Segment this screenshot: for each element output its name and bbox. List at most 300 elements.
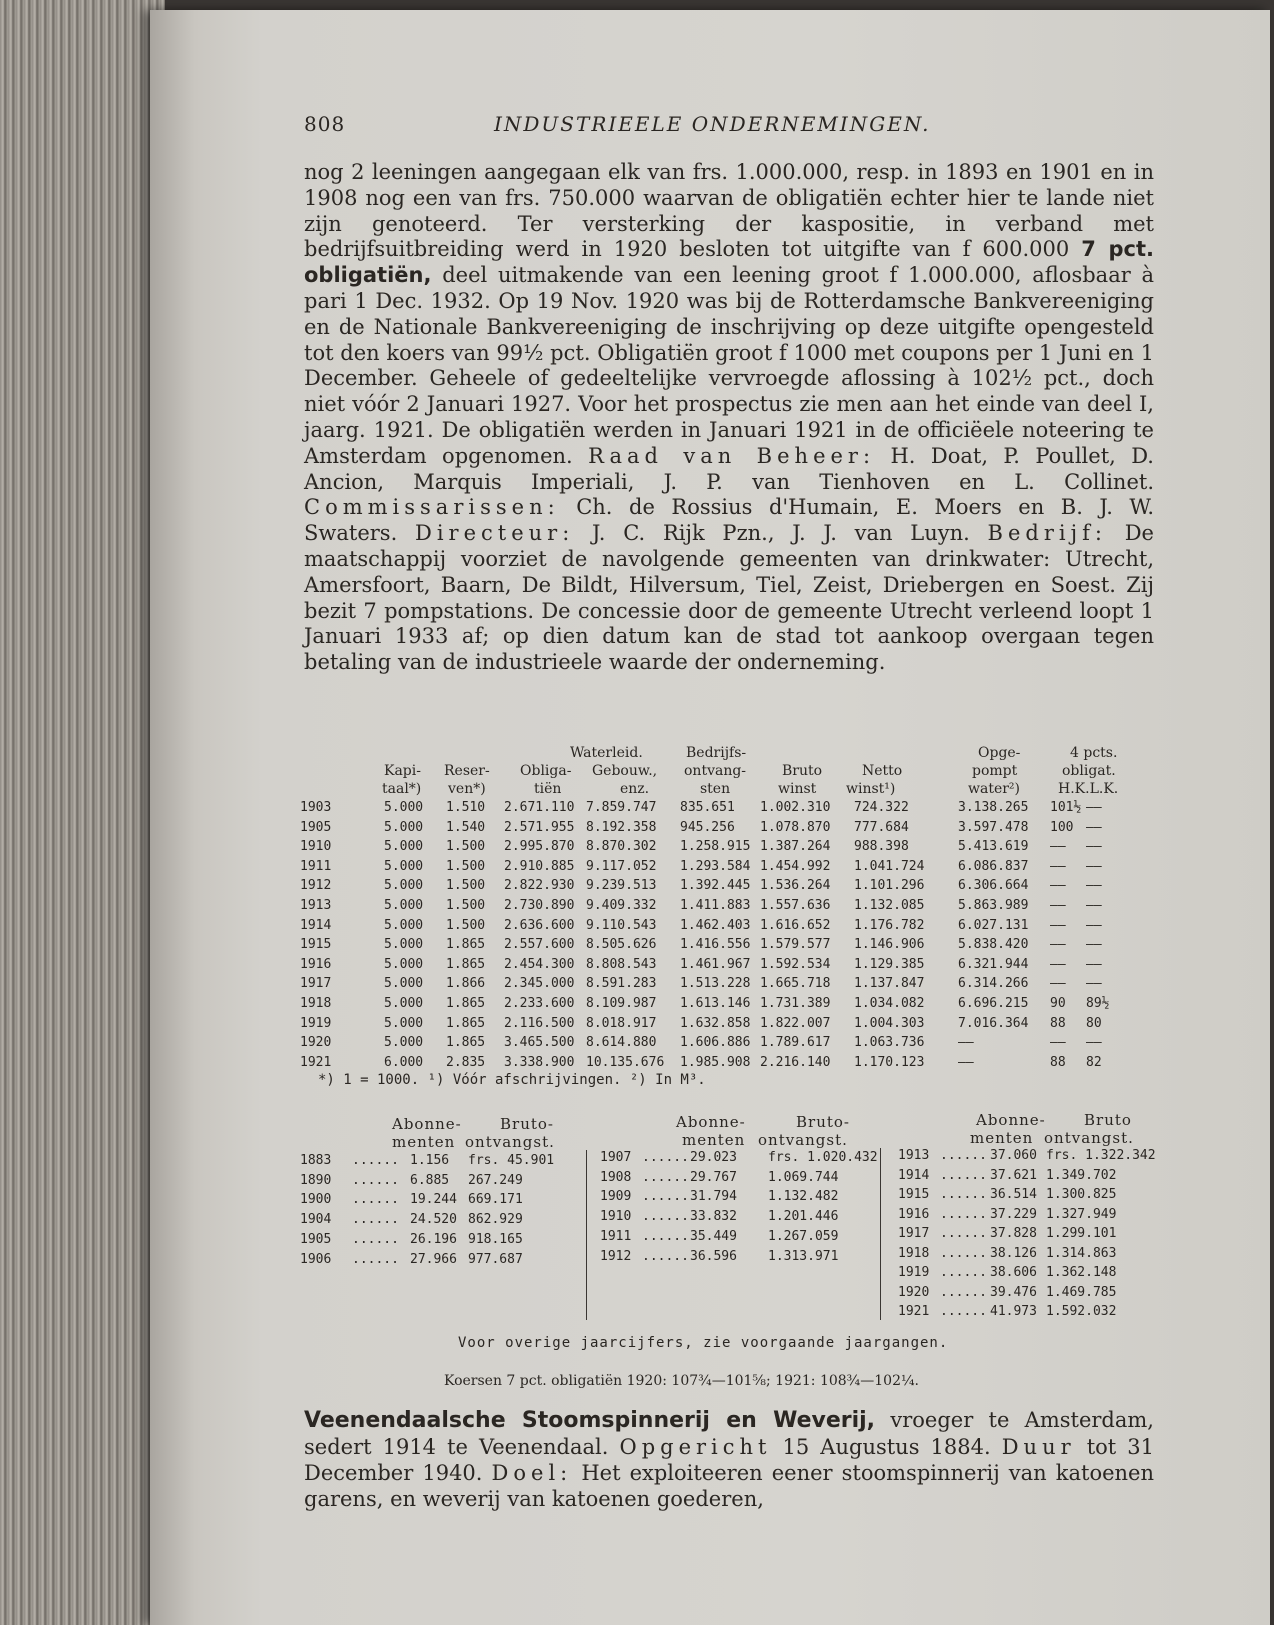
table-cell: 1.416.556 <box>680 937 751 953</box>
col-header: Abonne- <box>392 1115 462 1133</box>
year-cell: 1910 <box>300 839 332 855</box>
revenue-cell: 1.299.101 <box>1046 1226 1117 1241</box>
revenue-cell: 1.267.059 <box>768 1228 839 1244</box>
table-cell: 2.233.600 <box>504 996 575 1011</box>
table-cell: 1.146.906 <box>854 937 925 953</box>
table-cell: 1.513.228 <box>680 976 751 992</box>
table-cell: 6.696.215 <box>958 996 1029 1011</box>
table-cell: 1.034.082 <box>854 996 925 1011</box>
table-cell: 1.063.736 <box>854 1035 925 1051</box>
bedrijf-text: De maatschappij voorziet de navolgende gemeenten van drinkwater: Utrecht, Amersfoort, Baarn, De Bildt, Hilversum, Tiel, Zeist, Driebergen en Soest. Zij bezit 7 pompstations. De concessie door de gemeente Utrecht verleend loopt 1 Januari 1933 af; op dien datum kan de stad tot aankoop overgaan tegen betaling van de industrieele waarde der onderneming. <box>304 521 1154 675</box>
subscriptions-cell: 26.196 <box>410 1231 457 1247</box>
col-header: Abonne- <box>676 1113 746 1131</box>
table-cell: 6.306.664 <box>958 878 1029 894</box>
col-header: menten <box>392 1133 456 1151</box>
col-header: Waterleid. <box>570 745 643 761</box>
table-cell: —— <box>1086 937 1102 953</box>
table-cell: 1.579.577 <box>760 937 831 953</box>
leader-dots: ...... <box>940 1226 987 1241</box>
revenue-cell: 1.469.785 <box>1046 1284 1117 1300</box>
table-cell: 88 <box>1050 1054 1066 1070</box>
revenue-cell: 669.171 <box>468 1192 523 1208</box>
running-title: INDUSTRIEELE ONDERNEMINGEN. <box>494 112 931 136</box>
table-cell: 9.409.332 <box>586 898 657 913</box>
table-cell: 3.338.900 <box>504 1054 575 1070</box>
raad-label: Raad van Beheer: <box>588 443 876 468</box>
table-cell: 5.000 <box>384 898 424 913</box>
table-cell: 2.216.140 <box>760 1054 831 1070</box>
year-cell: 1905 <box>300 1231 332 1247</box>
table-cell: —— <box>1086 917 1102 933</box>
table-cell: 1.411.883 <box>680 898 751 913</box>
table-cell: 777.684 <box>854 819 909 835</box>
col-header: ontvangst. <box>465 1133 555 1151</box>
table-cell: 1.592.534 <box>760 956 831 972</box>
table-cell: 1.078.870 <box>760 819 831 835</box>
year-cell: 1915 <box>898 1187 930 1202</box>
revenue-cell: 1.362.148 <box>1046 1265 1117 1280</box>
revenue-cell: 1.201.446 <box>768 1209 839 1225</box>
leader-dots: ...... <box>352 1153 399 1168</box>
entry-text: 15 Augustus 1884. <box>782 1435 991 1459</box>
table-cell: 1.731.389 <box>760 996 831 1011</box>
col-header: Gebouw., <box>592 763 658 779</box>
table-cell: 90 <box>1050 996 1066 1011</box>
year-cell: 1917 <box>300 976 332 992</box>
table-cell: —— <box>1086 878 1102 894</box>
table-cell: 8.505.626 <box>586 937 657 953</box>
table-cell: 1.500 <box>446 898 486 913</box>
table-cell: 1.461.967 <box>680 956 751 972</box>
table-cell: 1.170.123 <box>854 1054 925 1070</box>
table-cell: 1.500 <box>446 839 486 855</box>
table-cell: 100 <box>1050 819 1074 835</box>
table-cell: 9.110.543 <box>586 917 657 933</box>
book-page-edges <box>0 0 165 1625</box>
table-cell: 2.636.600 <box>504 917 575 933</box>
table-cell: 5.000 <box>384 819 424 835</box>
table-cell: 1.616.652 <box>760 917 831 933</box>
year-cell: 1920 <box>898 1284 930 1300</box>
leader-dots: ...... <box>940 1245 987 1261</box>
subscriptions-cell: 29.767 <box>690 1169 737 1185</box>
col-header: winst <box>778 781 817 797</box>
leader-dots: ...... <box>642 1248 689 1264</box>
table-cell: 724.322 <box>854 800 909 815</box>
table-cell: —— <box>1050 937 1066 953</box>
directeur-label: Directeur: <box>414 521 575 546</box>
table-cell: 2.730.890 <box>504 898 575 913</box>
subscriptions-cell: 39.476 <box>990 1284 1037 1300</box>
table-cell: —— <box>1086 800 1102 815</box>
table-cell: 1.865 <box>446 1015 486 1031</box>
table-cell: 1.536.264 <box>760 878 831 894</box>
table-cell: 2.345.000 <box>504 976 575 992</box>
table-cell: 5.000 <box>384 917 424 933</box>
leader-dots: ...... <box>352 1192 399 1208</box>
table-cell: 1.606.886 <box>680 1035 751 1051</box>
table-cell: 2.454.300 <box>504 956 575 972</box>
table-cell: 6.314.266 <box>958 976 1029 992</box>
opgericht-label: Opgericht <box>619 1435 772 1459</box>
col-header: Bruto <box>782 763 823 779</box>
table-cell: 1.789.617 <box>760 1035 831 1051</box>
revenue-cell: 1.069.744 <box>768 1169 839 1185</box>
col-header: Kapi- <box>384 763 421 779</box>
table-cell: 2.671.110 <box>504 800 575 815</box>
bedrijf-label: Bedrijf: <box>987 521 1107 546</box>
table-cell: 101½ <box>1050 800 1082 815</box>
year-cell: 1918 <box>300 996 332 1011</box>
bond-heading: 7 pct. obligatiën, <box>304 237 1154 288</box>
table-cell: 1.500 <box>446 858 486 874</box>
table-cell: 5.000 <box>384 1015 424 1031</box>
col-header: ven*) <box>448 781 486 797</box>
table-cell: 1.387.264 <box>760 839 831 855</box>
revenue-cell: 1.313.971 <box>768 1248 839 1264</box>
table-cell: 82 <box>1086 1054 1102 1070</box>
revenue-cell: 1.300.825 <box>1046 1187 1117 1202</box>
col-header: enz. <box>620 781 650 797</box>
subscriptions-cell: 36.514 <box>990 1187 1037 1202</box>
table-cell: 3.465.500 <box>504 1035 575 1051</box>
subscriptions-cell: 37.828 <box>990 1226 1037 1241</box>
col-header: sten <box>700 781 731 797</box>
leader-dots: ...... <box>940 1304 987 1319</box>
revenue-cell: 862.929 <box>468 1212 523 1228</box>
year-cell: 1890 <box>300 1172 332 1188</box>
table-cell: —— <box>1086 819 1102 835</box>
year-cell: 1909 <box>600 1189 632 1205</box>
table-cell: —— <box>1050 878 1066 894</box>
col-header: water²) <box>968 781 1021 797</box>
table-cell: 1.557.636 <box>760 898 831 913</box>
entry-text: vroeger te Amsterdam, sedert 1914 te Veenendaal. <box>304 1408 1154 1459</box>
paragraph-text: deel uitmakende van een leening groot f 1.000.000, aflosbaar à pari 1 Dec. 1932. Op 19 Nov. 1920 was bij de Rotterdamsche Bankvereeniging en de Nationale Bankvereeniging de inschrijving op deze uitgifte opengesteld tot den koers van 99½ pct. Obligatiën groot f 1000 met coupons per 1 Juni en 1 December. Geheele of gedeeltelijke vervroegde aflossing à 102½ pct., doch niet vóór 2 Januari 1927. Voor het prospectus zie men aan het einde van deel I, jaarg. 1921. De obligatiën werden in Januari 1921 in de officiëele noteering te Amsterdam opgenomen. <box>304 263 1154 468</box>
doel-label: Doel: <box>491 1461 573 1485</box>
year-cell: 1907 <box>600 1150 632 1165</box>
table-cell: 1.500 <box>446 878 486 894</box>
year-cell: 1915 <box>300 937 332 953</box>
table-cell: 8.591.283 <box>586 976 657 992</box>
table-cell: 2.571.955 <box>504 819 575 835</box>
col-header: ontvangst. <box>758 1131 848 1149</box>
table-footnote: *) 1 = 1000. ¹) Vóór afschrijvingen. ²) In M³. <box>318 1072 706 1088</box>
table-cell: 5.000 <box>384 839 424 855</box>
year-cell: 1900 <box>300 1192 332 1208</box>
col-header: Abonne- <box>976 1111 1046 1129</box>
page-number: 808 <box>304 112 346 136</box>
col-header: winst¹) <box>846 781 896 797</box>
table-cell: —— <box>1050 956 1066 972</box>
table-cell: 9.239.513 <box>586 878 657 894</box>
commissarissen-text: Ch. de Rossius d'Humain, E. Moers en B. J. W. Swaters. <box>304 495 1154 546</box>
table-cell: 1.392.445 <box>680 878 751 894</box>
column-divider <box>880 1148 881 1320</box>
table-cell: 988.398 <box>854 839 909 855</box>
table-cell: 1.132.085 <box>854 898 925 913</box>
table-cell: 1.613.146 <box>680 996 751 1011</box>
table-cell: —— <box>958 1035 974 1051</box>
table-cell: 6.086.837 <box>958 858 1029 874</box>
revenue-cell: 977.687 <box>468 1251 523 1267</box>
table-cell: 5.000 <box>384 976 424 992</box>
table-cell: 3.597.478 <box>958 819 1029 835</box>
subscriptions-cell: 37.060 <box>990 1148 1037 1163</box>
table-cell: 10.135.676 <box>586 1054 665 1070</box>
year-cell: 1908 <box>600 1169 632 1185</box>
commissarissen-label: Commissarissen: <box>304 495 560 520</box>
year-cell: 1906 <box>300 1251 332 1267</box>
year-cell: 1910 <box>600 1209 632 1225</box>
next-company-entry <box>304 1407 1154 1512</box>
table-cell: —— <box>1086 839 1102 855</box>
table-cell: —— <box>1086 1035 1102 1051</box>
table-cell: 2.822.930 <box>504 878 575 894</box>
year-cell: 1883 <box>300 1153 332 1168</box>
year-cell: 1916 <box>300 956 332 972</box>
col-header: Bedrijfs- <box>686 745 747 761</box>
year-cell: 1905 <box>300 819 332 835</box>
revenue-cell: frs. 1.020.432 <box>768 1150 878 1165</box>
table-cell: 1.865 <box>446 1035 486 1051</box>
table-cell: 7.016.364 <box>958 1015 1029 1031</box>
table-cell: 5.000 <box>384 1035 424 1051</box>
paragraph-text: nog 2 leeningen aangegaan elk van frs. 1.000.000, resp. in 1893 en 1901 en in 1908 nog een van frs. 750.000 waarvan de obligatiën echter hier te lande niet zijn genoteerd. Ter versterking der kaspositie, in verband met bedrijfsuitbreiding werd in 1920 besloten tot uitgifte van f 600.000 <box>304 160 1154 262</box>
year-cell: 1916 <box>898 1206 930 1222</box>
col-header: Obliga- <box>520 763 572 779</box>
entry-text: tot 31 December 1940. <box>304 1435 1154 1485</box>
col-header: taal*) <box>382 781 422 797</box>
table-cell: 80 <box>1086 1015 1102 1031</box>
subscriptions-cell: 41.973 <box>990 1304 1037 1319</box>
col-header: 4 pcts. <box>1070 745 1118 761</box>
table-cell: 5.000 <box>384 878 424 894</box>
col-header: ontvang- <box>684 763 747 779</box>
table-cell: 8.109.987 <box>586 996 657 1011</box>
col-header: Reser- <box>444 763 490 779</box>
col-header: ontvangst. <box>1044 1129 1134 1147</box>
subscriptions-cell: 35.449 <box>690 1228 737 1244</box>
table-cell: 5.863.989 <box>958 898 1029 913</box>
year-cell: 1903 <box>300 800 332 815</box>
col-header: H.K.L.K. <box>1058 781 1119 797</box>
col-header: Bruto <box>1084 1111 1132 1129</box>
table-cell: 88 <box>1050 1015 1066 1031</box>
subscriptions-cell: 33.832 <box>690 1209 737 1225</box>
duur-label: Duur <box>1001 1435 1076 1459</box>
subscriptions-cell: 29.023 <box>690 1150 737 1165</box>
year-cell: 1912 <box>300 878 332 894</box>
revenue-cell: 918.165 <box>468 1231 523 1247</box>
table-cell: 8.808.543 <box>586 956 657 972</box>
year-cell: 1920 <box>300 1035 332 1051</box>
table-cell: 1.632.858 <box>680 1015 751 1031</box>
leader-dots: ...... <box>352 1231 399 1247</box>
table-cell: 6.000 <box>384 1054 424 1070</box>
col-header: Opge- <box>978 745 1021 761</box>
year-cell: 1914 <box>898 1167 930 1183</box>
table-cell: 945.256 <box>680 819 735 835</box>
year-cell: 1919 <box>898 1265 930 1280</box>
table-cell: 5.413.619 <box>958 839 1029 855</box>
table-cell: 5.000 <box>384 858 424 874</box>
year-cell: 1904 <box>300 1212 332 1228</box>
company-name: Veenendaalsche Stoomspinnerij en Weverij, <box>304 1408 876 1433</box>
table-cell: —— <box>1086 956 1102 972</box>
table-cell: —— <box>1050 917 1066 933</box>
year-cell: 1913 <box>300 898 332 913</box>
table-cell: 5.000 <box>384 956 424 972</box>
year-cell: 1913 <box>898 1148 930 1163</box>
leader-dots: ...... <box>642 1228 689 1244</box>
leader-dots: ...... <box>940 1265 987 1280</box>
table-cell: 2.995.870 <box>504 839 575 855</box>
col-header: Netto <box>862 763 903 779</box>
subscriptions-cell: 6.885 <box>410 1172 450 1188</box>
table-cell: 9.117.052 <box>586 858 657 874</box>
table-cell: —— <box>1050 839 1066 855</box>
table-cell: 1.462.403 <box>680 917 751 933</box>
table-cell: 1.258.915 <box>680 839 751 855</box>
revenue-cell: 1.592.032 <box>1046 1304 1117 1319</box>
table-cell: —— <box>1050 1035 1066 1051</box>
table-cell: 1.540 <box>446 819 486 835</box>
year-cell: 1914 <box>300 917 332 933</box>
table-cell: 1.176.782 <box>854 917 925 933</box>
table-cell: 1.002.310 <box>760 800 831 815</box>
table-cell: 1.866 <box>446 976 486 992</box>
table-cell: 1.129.385 <box>854 956 925 972</box>
leader-dots: ...... <box>940 1167 987 1183</box>
table-cell: —— <box>958 1054 974 1070</box>
page-header <box>304 112 944 138</box>
leader-dots: ...... <box>940 1148 987 1163</box>
leader-dots: ...... <box>642 1169 689 1185</box>
subscriptions-cell: 37.621 <box>990 1167 1037 1183</box>
leader-dots: ...... <box>352 1212 399 1228</box>
table-cell: —— <box>1050 858 1066 874</box>
table-cell: 1.293.584 <box>680 858 751 874</box>
table-cell: 1.665.718 <box>760 976 831 992</box>
leader-dots: ...... <box>352 1172 399 1188</box>
col-header: menten <box>970 1129 1034 1147</box>
company-description <box>304 160 1154 676</box>
year-cell: 1911 <box>600 1228 632 1244</box>
directeur-text: J. C. Rijk Pzn., J. J. van Luyn. <box>592 521 970 546</box>
year-cell: 1917 <box>898 1226 930 1241</box>
entry-text: Het exploiteeren eener stoomspinnerij van katoenen garens, en weverij van katoenen goederen, <box>304 1461 1154 1511</box>
subscriptions-cell: 27.966 <box>410 1251 457 1267</box>
revenue-cell: 1.349.702 <box>1046 1167 1117 1183</box>
leader-dots: ...... <box>642 1189 689 1205</box>
other-figures-note: Voor overige jaarcijfers, zie voorgaande jaargangen. <box>458 1335 949 1351</box>
leader-dots: ...... <box>352 1251 399 1267</box>
year-cell: 1912 <box>600 1248 632 1264</box>
revenue-cell: frs. 1.322.342 <box>1046 1148 1156 1163</box>
table-cell: 5.000 <box>384 937 424 953</box>
leader-dots: ...... <box>642 1209 689 1225</box>
table-cell: 6.321.944 <box>958 956 1029 972</box>
table-cell: 1.865 <box>446 996 486 1011</box>
table-cell: 3.138.265 <box>958 800 1029 815</box>
col-header: tiën <box>534 781 562 797</box>
table-cell: 1.510 <box>446 800 486 815</box>
table-cell: 1.454.992 <box>760 858 831 874</box>
table-cell: 2.557.600 <box>504 937 575 953</box>
year-cell: 1921 <box>898 1304 930 1319</box>
subscriptions-cell: 31.794 <box>690 1189 737 1205</box>
subscriptions-cell: 24.520 <box>410 1212 457 1228</box>
table-cell: 1.865 <box>446 937 486 953</box>
table-cell: 6.027.131 <box>958 917 1029 933</box>
col-header: Bruto- <box>500 1115 554 1133</box>
subscriptions-cell: 37.229 <box>990 1206 1037 1222</box>
revenue-cell: 1.327.949 <box>1046 1206 1117 1222</box>
table-cell: 8.018.917 <box>586 1015 657 1031</box>
table-cell: 5.000 <box>384 800 424 815</box>
col-header: obligat. <box>1062 763 1116 779</box>
revenue-cell: frs. 45.901 <box>468 1153 555 1168</box>
col-header: Bruto- <box>796 1113 850 1131</box>
year-cell: 1921 <box>300 1054 332 1070</box>
raad-text: H. Doat, P. Poullet, D. Ancion, Marquis Imperiali, J. P. van Tienhoven en L. Collinet. <box>304 443 1154 494</box>
year-cell: 1919 <box>300 1015 332 1031</box>
table-cell: —— <box>1086 898 1102 913</box>
bond-quotes-note: Koersen 7 pct. obligatiën 1920: 107¾—101⅝; 1921: 108¾—102¼. <box>444 1373 919 1389</box>
table-cell: 7.859.747 <box>586 800 657 815</box>
table-cell: 2.835 <box>446 1054 486 1070</box>
table-cell: 1.137.847 <box>854 976 925 992</box>
table-cell: 1.822.007 <box>760 1015 831 1031</box>
column-divider <box>586 1150 587 1320</box>
table-cell: 1.004.303 <box>854 1015 925 1031</box>
col-header: menten <box>682 1131 746 1149</box>
subscriptions-cell: 38.126 <box>990 1245 1037 1261</box>
table-cell: 8.870.302 <box>586 839 657 855</box>
leader-dots: ...... <box>940 1187 987 1202</box>
table-cell: 1.041.724 <box>854 858 925 874</box>
leader-dots: ...... <box>940 1206 987 1222</box>
subscriptions-cell: 1.156 <box>410 1153 450 1168</box>
table-cell: —— <box>1086 976 1102 992</box>
year-cell: 1918 <box>898 1245 930 1261</box>
table-cell: 1.101.296 <box>854 878 925 894</box>
revenue-cell: 1.314.863 <box>1046 1245 1117 1261</box>
table-cell: 2.910.885 <box>504 858 575 874</box>
table-cell: 835.651 <box>680 800 735 815</box>
revenue-cell: 267.249 <box>468 1172 523 1188</box>
revenue-cell: 1.132.482 <box>768 1189 839 1205</box>
table-cell: 5.000 <box>384 996 424 1011</box>
table-cell: 1.500 <box>446 917 486 933</box>
year-cell: 1911 <box>300 858 332 874</box>
table-cell: 1.865 <box>446 956 486 972</box>
leader-dots: ...... <box>940 1284 987 1300</box>
table-cell: —— <box>1086 858 1102 874</box>
table-cell: 8.192.358 <box>586 819 657 835</box>
table-cell: —— <box>1050 976 1066 992</box>
subscriptions-cell: 36.596 <box>690 1248 737 1264</box>
table-cell: 2.116.500 <box>504 1015 575 1031</box>
subscriptions-cell: 19.244 <box>410 1192 457 1208</box>
subscriptions-cell: 38.606 <box>990 1265 1037 1280</box>
table-cell: 5.838.420 <box>958 937 1029 953</box>
col-header: pompt <box>972 763 1018 779</box>
table-cell: 1.985.908 <box>680 1054 751 1070</box>
leader-dots: ...... <box>642 1150 689 1165</box>
table-cell: 89½ <box>1086 996 1110 1011</box>
